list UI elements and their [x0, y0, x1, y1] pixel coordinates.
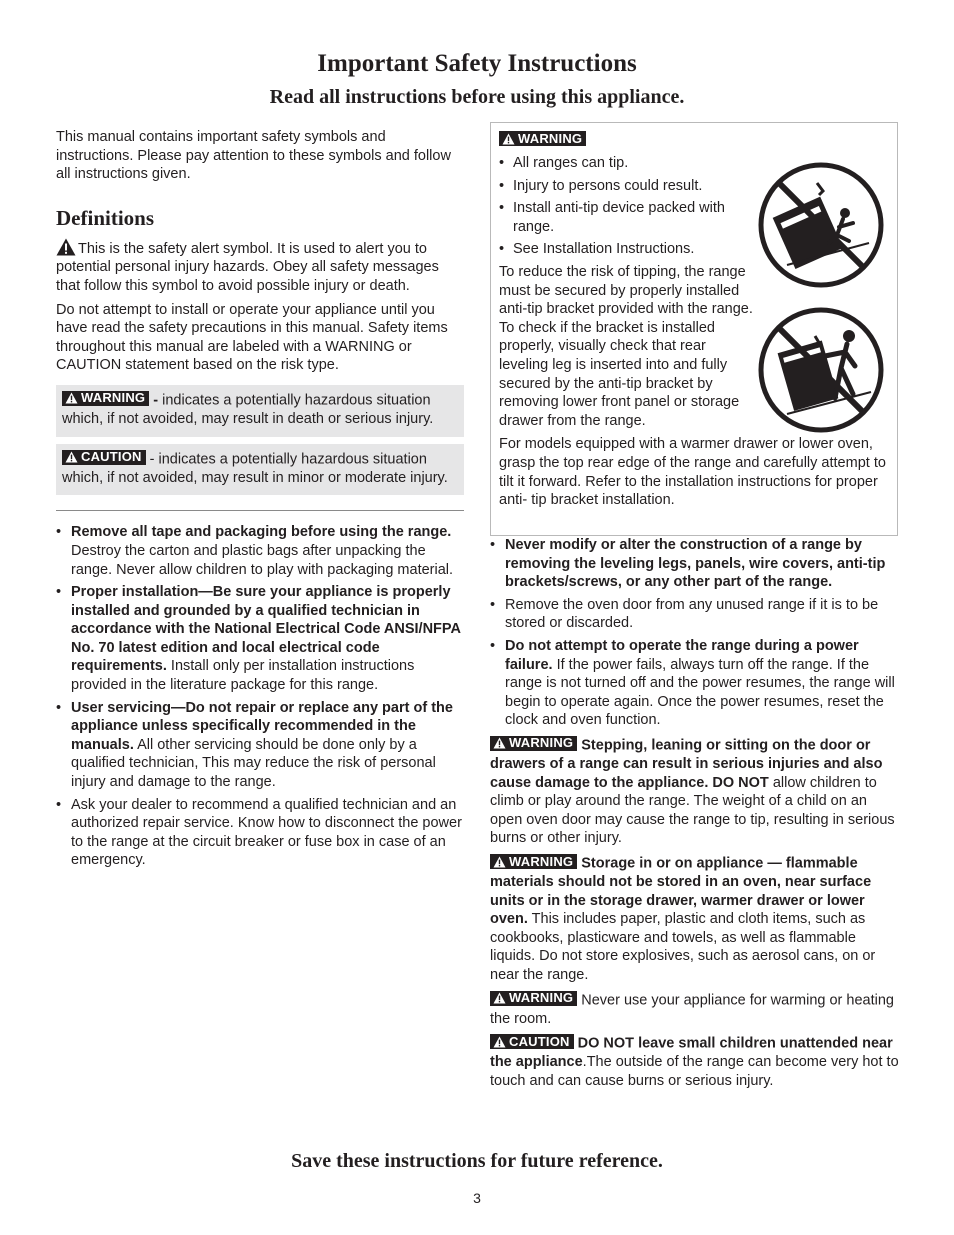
- caution-definition-text: - indicates a potentially hazardous situation which, if not avoided, may result in minor or moderate injury.: [62, 451, 448, 486]
- caution-badge: CAUTION: [62, 450, 146, 465]
- anti-tip-warning-box: [490, 122, 898, 536]
- warning-icon: [493, 737, 506, 749]
- left-column: [56, 128, 464, 874]
- warning-icon: [493, 992, 506, 1004]
- notice-item: WARNING Stepping, leaning or sitting on the door or drawers of a range can result in serious injuries and also cause damage to the appliance. DO NOT allow children to climb or play around the range. The weight of a child on an open oven door may cause the range to tip, resulting in serious burns or other injury.: [490, 735, 895, 847]
- right-column: [490, 122, 900, 1097]
- list-item: • Proper installation—Be sure your appliance is properly installed and grounded by a qualified technician in accordance with the National Electrical Code ANSI/NFPA No. 70 latest edition and local electrical code requirements. Install only per installation instructions provided in the literature package for this range.: [56, 583, 464, 695]
- caution-definition-box: [56, 444, 464, 496]
- list-item: • Injury to persons could result.: [499, 177, 757, 196]
- notice-item: CAUTION DO NOT leave small children unattended near the appliance.The outside of the range can become very hot to touch and can cause burns or serious injury.: [490, 1033, 899, 1090]
- warmer-drawer-text: For models equipped with a warmer drawer or lower oven, grasp the top rear edge of the range and carefully attempt to tilt it forward. Refer to the installation instructions for proper anti- tip bracket installation.: [499, 436, 886, 509]
- tipping-text: To reduce the risk of tipping, the range must be secured by properly installed anti-tip bracket provided with the range. To check if the bracket is installed properly, visually check that rear leveling leg is inserted into and fully secured by the anti-tip bracket by removing lower front panel or storage drawer from the range.: [499, 264, 753, 429]
- caution-icon: [493, 1036, 506, 1048]
- warning-badge: WARNING: [499, 131, 586, 146]
- warning-icon: [493, 856, 506, 868]
- page-number: 3: [473, 1190, 481, 1206]
- notice-item: WARNING Never use your appliance for warming or heating the room.: [490, 990, 894, 1027]
- page-subtitle: Read all instructions before using this appliance.: [269, 86, 685, 108]
- list-item: • Ask your dealer to recommend a qualified technician and an authorized repair service. Know how to disconnect the power to the range at the circuit breaker or fuse box in case of an emergency.: [56, 796, 464, 870]
- definitions-heading: Definitions: [56, 205, 155, 230]
- intro-text: This manual contains important safety symbols and instructions. Please pay attention to these symbols and follow all instructions given.: [56, 129, 451, 183]
- list-item: • Remove all tape and packaging before using the range. Destroy the carton and plastic bags after unpacking the range. Never allow children to play with packaging material.: [56, 523, 464, 579]
- footer-note: Save these instructions for future reference.: [291, 1150, 663, 1172]
- caution-badge: CAUTION: [490, 1034, 574, 1049]
- list-item: • Install anti-tip device packed with range.: [499, 199, 757, 236]
- range-tipping-prohibited-icon: [757, 161, 885, 289]
- list-item: • Do not attempt to operate the range during a power failure. If the power fails, always turn off the range. If the range is not turned off and the power resumes, the range will begin to operate again. Once the power resumes, reset the clock and oven function.: [490, 637, 900, 730]
- child-on-door-prohibited-icon: [757, 306, 885, 434]
- install-text: Do not attempt to install or operate your appliance until you have read the safety precautions in this manual. Safety items throughout this manual are labeled with a WARNING or CAUTION statement based on the risk type.: [56, 301, 448, 374]
- warning-badge: WARNING: [62, 391, 149, 406]
- notice-item: WARNING Storage in or on appliance — flammable materials should not be stored in an oven, near surface units or in the storage drawer, warmer drawer or lower oven. This includes paper, plastic and cloth items, such as cookbooks, plasticware and towels, as well as flammable liquids. Do not store explosives, such as aerosol cans, on or near the range.: [490, 853, 876, 984]
- left-divider: [56, 510, 464, 511]
- anti-tip-list: [499, 154, 757, 259]
- warning-badge: WARNING: [490, 991, 577, 1006]
- warning-badge: WARNING: [490, 854, 577, 869]
- notices: [490, 736, 900, 1091]
- list-item: • Remove the oven door from any unused range if it is to be stored or discarded.: [490, 596, 900, 633]
- warning-badge: WARNING: [490, 736, 577, 751]
- list-item: • User servicing—Do not repair or replace any part of the appliance unless specifically recommended in the manuals. All other servicing should be done only by a qualified technician, This may reduce the risk of personal injury and damage to the range.: [56, 699, 464, 792]
- page-title: Important Safety Instructions: [317, 50, 637, 77]
- list-item: • All ranges can tip.: [499, 154, 757, 173]
- list-item: • See Installation Instructions.: [499, 240, 757, 259]
- safety-alert-icon: [56, 238, 76, 256]
- caution-icon: [65, 451, 78, 463]
- warning-dash: -: [153, 392, 163, 409]
- left-safety-list: [56, 523, 464, 870]
- warning-icon: [65, 392, 78, 404]
- warning-definition-text: indicates a potentially hazardous situation which, if not avoided, may result in death or serious injury.: [62, 392, 434, 428]
- alert-symbol-paragraph: [56, 238, 464, 296]
- right-safety-list: [490, 536, 900, 730]
- list-item: • Never modify or alter the construction of a range by removing the leveling legs, panels, wire covers, anti-tip brackets/screws, or any other part of the range.: [490, 536, 900, 592]
- warning-definition-box: [56, 385, 464, 437]
- warning-icon: [502, 133, 515, 145]
- alert-symbol-text: This is the safety alert symbol. It is used to alert you to potential personal injury hazards. Obey all safety messages that follow this symbol to avoid possible injury or death.: [56, 240, 439, 294]
